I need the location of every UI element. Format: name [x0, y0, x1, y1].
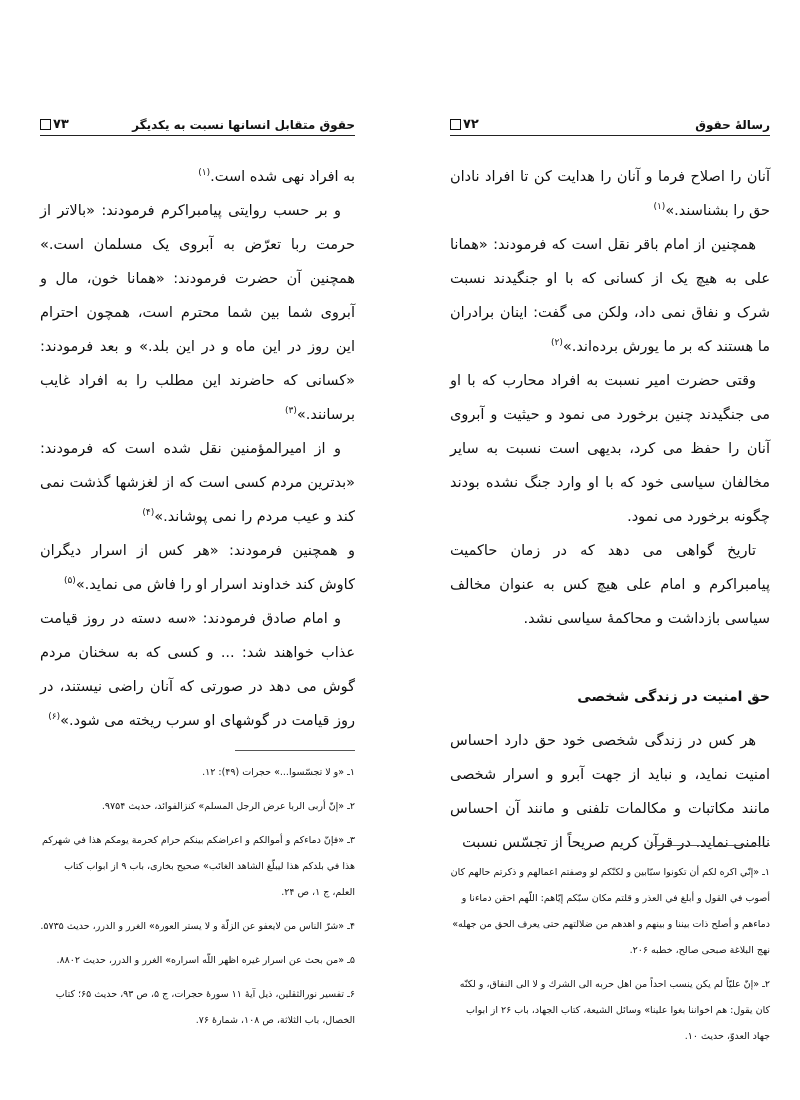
paragraph: همچنین از امام باقر نقل است که فرمودند: «همانا علی به هیچ یک از کسانی که با او جنگیدند نسبت شرک و نفاق نمی داد، ولکن می گفت: اینان برادران ما هستند که بر ما یورش برده‌اند.»$^{(۲)}$	[450, 237, 770, 355]
page-box-icon	[450, 119, 461, 130]
paragraph: آنان را اصلاح فرما و آنان را هدایت کن تا افراد نادان حق را بشناسند.»$^{(۱)}$	[450, 169, 770, 219]
paragraph: و امام صادق فرمودند: «سه دسته در روز قیامت عذاب خواهند شد: ... و کسی که به سخنان مردم گوش می دهد در صورتی که آنان راضی نیستند، در روز قیامت در گوشهای او سرب ریخته می شود.»$^{(۶)}$	[40, 611, 355, 729]
footnote: ۱ـ «إنّي اكره لكم أن تكونوا سبّابين و لكنّكم لو وصفتم اعمالهم و ذكرتم حالهم كان أصوب في القول و أبلغ في العذر و قلتم مكان سبّكم إيّاهم: اللّهم احقن دماءنا و دماءهم و أصلح ذات بيننا و بينهم و اهدهم من ضلالتهم حتى يعرف الحق من جهله» نهج البلاغة صبحی صالح، خطبه ۲۰۶.	[450, 867, 770, 956]
page-box-icon	[40, 119, 51, 130]
paragraph: و همچنین فرمودند: «هر کس از اسرار دیگران کاوش کند خداوند اسرار او را فاش می نماید.»$^{(۵)}$	[40, 543, 355, 593]
footnote-divider	[650, 845, 770, 846]
paragraph: و از امیرالمؤمنین نقل شده است که فرمودند: «بدترین مردم کسی است که از لغزشها گذشت نمی کند و عیب مردم را نمی پوشاند.»$^{(۴)}$	[40, 441, 355, 525]
right-page	[410, 0, 800, 1100]
left-footnotes	[40, 760, 355, 1042]
paragraph: وقتی حضرت امیر نسبت به افراد محارب که با او می جنگیدند چنین برخورد می نمود و حیثیت و آبروی آنان را حفظ می کرد، بدیهی است نسبت به سایر مخالفان سیاسی خود که با او وارد جنگ نشده بودند چگونه برخورد می نمود.	[450, 373, 770, 525]
right-page-header	[450, 112, 770, 136]
footnote: ۴ـ «شرّ الناس من لايعفو عن الزلّة و لا يستر العورة» الغرر و الدرر، حدیث ۵۷۳۵.	[40, 921, 355, 932]
right-page-body	[450, 160, 770, 860]
left-page-number: ۷۳	[40, 117, 69, 132]
left-header-title: حقوق متقابل انسانها نسبت به یکدیگر	[132, 118, 355, 132]
left-page-body	[40, 160, 355, 738]
section-heading: حق امنیت در زندگی شخصی	[577, 689, 770, 705]
right-header-title: رسالهٔ حقوق	[695, 118, 770, 132]
footnote: ۲ـ «إنّ أربى الربا عرض الرجل المسلم» کنزالفوائد، حدیث ۹۷۵۴.	[101, 801, 355, 812]
paragraph: و بر حسب روایتی پیامبراکرم فرمودند: «بالاتر از حرمت ربا تعرّض به آبروی یک مسلمان است.» همچنین آن حضرت فرمودند: «همانا خون، مال و آبروی شما بین شما محترم است، همچون احترام این روز در این ماه و در این بلد.» و بعد فرمودند: «کسانی که حاضرند این مطلب را به افراد غایب برسانند.»$^{(۳)}$	[40, 203, 355, 423]
paragraph: تاریخ گواهی می دهد که در زمان حاکمیت پیامبراکرم و امام علی هیچ کس به عنوان مخالف سیاسی بازداشت و محاکمهٔ سیاسی نشد.	[450, 543, 770, 627]
right-footnotes	[450, 860, 770, 1058]
footnote: ۵ـ «من بحث عن اسرار غيره اظهر اللّه اسراره» الغرر و الدرر، حدیث ۸۸۰۲.	[56, 955, 355, 966]
footnote: ۲ـ «إنّ عليّاً لم يكن ينسب احداً من اهل حربه الى الشرك و لا الى النفاق، و لكنّه كان يقول: هم اخواننا بغوا علينا» وسائل الشيعة، كتاب الجهاد، باب ۲۶ از ابواب جهاد العدوّ، حديث ۱۰.	[459, 979, 770, 1042]
paragraph: هر کس در زندگی شخصی خود حق دارد احساس امنیت نماید، و نباید از جهت آبرو و اسرار شخصی مانند مکاتبات و مکالمات تلفنی و مانند آن احساس ناامنی نماید. در قرآن کریم صریحاً از تجسّس نسبت	[450, 733, 770, 851]
footnote: ۶ـ تفسیر نورالثقلین، ذیل آیهٔ ۱۱ سورهٔ حجرات، ج ۵، ص ۹۳، حدیث ۶۵؛ کتاب الخصال، باب الثلاثة، ص ۱۰۸، شمارهٔ ۷۶.	[55, 989, 355, 1026]
paragraph: به افراد نهی شده است.$^{(۱)}$	[198, 168, 355, 185]
right-page-number: ۷۲	[450, 117, 479, 132]
footnote: ۳ـ «فإنّ دماءكم و أموالكم و اعراضكم بينكم حرام كحرمة يومكم هذا في شهركم هذا في بلدكم هذا ليبلّغ الشاهد الغائب» صحیح بخاری، باب ۹ از ابواب کتاب العلم، ج ۱، ص ۲۴.	[41, 835, 355, 898]
footnote-divider	[235, 750, 355, 751]
footnote: ۱ـ «و لا تجسّسوا...» حجرات (۴۹): ۱۲.	[202, 767, 355, 778]
left-page-header	[40, 112, 355, 136]
